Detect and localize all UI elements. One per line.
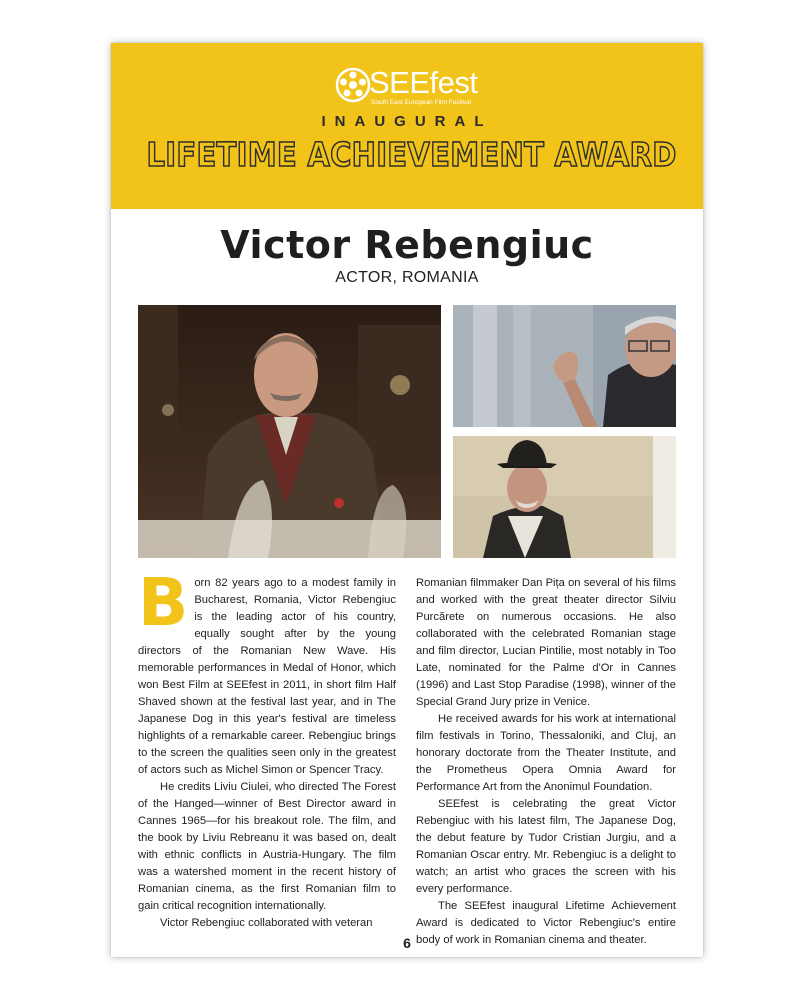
paragraph: He credits Liviu Ciulei, who directed The Forest of the Hanged—winner of Best Director award in Cannes 1965—for his breakout role. The film, and the book by Liviu Rebreanu it was based on, dealt with ethnic conflicts in Austria-Hungary. The film was a watershed moment in the recent history of Romanian cinema, as the first Romanian film to gain critical recognition internationally. <box>138 781 396 912</box>
logo-tagline: South East European Film Festival <box>371 99 472 106</box>
film-reel-icon <box>335 67 371 103</box>
paragraph: Born 82 years ago to a modest family in Bucharest, Romania, Victor Rebengiuc is the leading actor of his country, equally sought after by the young directors of the Romanian New Wave. His memorable performances in Medal of Honor, which won Best Film at SEEfest in 2011, in short film Half Shaved shown at the festival last year, and in The Japanese Dog in this year's festival are timeless highlights of a remarkable career. Rebengiuc brings to the screen the qualities seen only in the greatest of actors such as Michel Simon or Spencer Tracy. <box>138 564 396 776</box>
honoree-role: ACTOR, ROMANIA <box>335 269 479 286</box>
drop-cap: B <box>138 564 189 641</box>
paragraph: SEEfest is celebrating the great Victor Rebengiuc with his latest film, The Japanese Dog, the debut feature by Tudor Cristian Jurgiu, and a Romanian Oscar entry. Mr. Rebengiuc is a delight to watch; an artist who graces the screen with his every performance. <box>416 798 676 895</box>
main-film-still <box>138 305 441 558</box>
honoree-name: Victor Rebengiuc <box>220 223 594 267</box>
article-column-1 <box>138 564 396 932</box>
paragraph: Romanian filmmaker Dan Pița on several of his films and worked with the great theater director Silviu Purcărete on numerous occasions. He also collaborated with the celebrated Romanian stage and film director, Lucian Pintilie, most notably in Too Late, nominated for the Palme d'Or in Cannes (1996) and Last Stop Paradise (1998), winner of the Special Grand Jury prize in Venice. <box>416 577 676 708</box>
header-banner <box>111 43 703 209</box>
paragraph: The SEEfest inaugural Lifetime Achievement Award is dedicated to Victor Rebengiuc's entire body of work in Romanian cinema and theater. <box>416 900 676 946</box>
kicker: INAUGURAL <box>321 113 493 130</box>
paragraph: Victor Rebengiuc collaborated with veteran <box>160 917 373 929</box>
page-number: 6 <box>403 935 411 951</box>
seefest-logo <box>335 67 495 109</box>
film-still-hat <box>453 436 676 558</box>
logo-wordmark: SEEfest <box>369 65 478 100</box>
film-still-glasses <box>453 305 676 427</box>
article-column-2 <box>416 575 676 949</box>
award-title: LIFETIME ACHIEVEMENT AWARD <box>146 135 677 174</box>
magazine-page <box>111 43 703 957</box>
paragraph: He received awards for his work at international film festivals in Torino, Thessaloniki, and Cluj, an honorary doctorate from the Theater Institute, and the Prometheus Opera Omnia Award for Performance Art from the Anonimul Foundation. <box>416 713 676 793</box>
